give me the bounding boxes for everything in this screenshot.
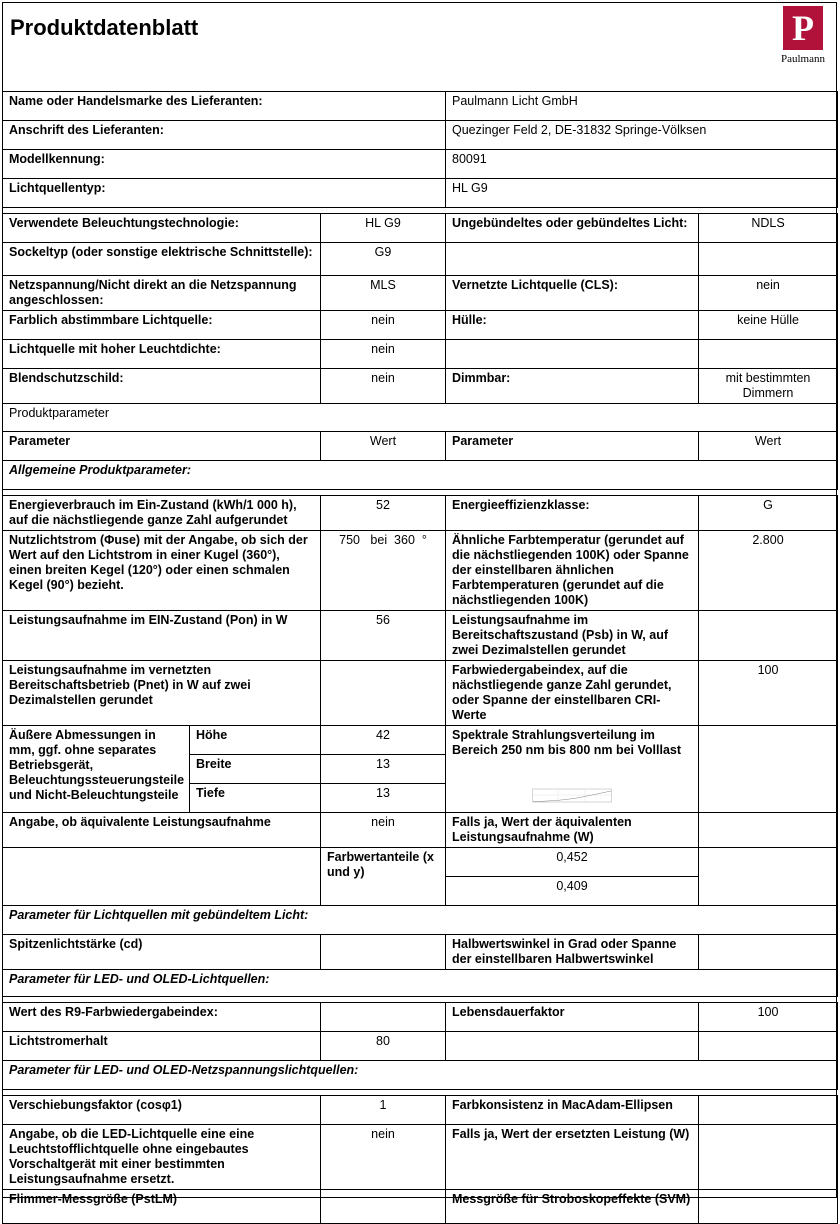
r9-value xyxy=(321,1003,446,1032)
envelope-label: Hülle: xyxy=(446,311,699,340)
empty-cell xyxy=(699,726,838,813)
section-led: Parameter für LED- und OLED-Lichtquellen: xyxy=(3,970,838,997)
model-label: Modellkennung: xyxy=(3,150,446,179)
pon-value: 56 xyxy=(321,611,446,661)
macadam-value xyxy=(699,1096,838,1125)
width-value: 13 xyxy=(321,755,446,784)
depth-value: 13 xyxy=(321,784,446,813)
table-row xyxy=(3,311,838,340)
table-row xyxy=(3,848,838,877)
col-header-value: Wert xyxy=(321,432,446,461)
high-luminance-label: Lichtquelle mit hoher Leuchtdichte: xyxy=(3,340,321,369)
equivalent-watt-value xyxy=(699,813,838,848)
header xyxy=(3,3,836,89)
table-row xyxy=(3,726,838,755)
cri-label: Farbwiedergabeindex, auf die nächstliegende ganze Zahl gerundet, oder Spanne der einstellbaren CRI-Werte xyxy=(446,661,699,726)
empty-cell xyxy=(3,848,321,906)
table-row xyxy=(3,531,838,611)
depth-label: Tiefe xyxy=(190,784,321,813)
cls-value: nein xyxy=(699,276,838,311)
flux-value: 750 bei 360 ° xyxy=(321,531,446,611)
r9-label: Wert des R9-Farbwiedergabeindex: xyxy=(3,1003,321,1032)
replaced-power-value xyxy=(699,1125,838,1190)
table-row xyxy=(3,404,838,432)
focus-value: NDLS xyxy=(699,214,838,243)
envelope-value: keine Hülle xyxy=(699,311,838,340)
table-row xyxy=(3,1061,838,1090)
height-label: Höhe xyxy=(190,726,321,755)
energy-class-value: G xyxy=(699,496,838,531)
table-row xyxy=(3,970,838,997)
section-led-mains: Parameter für LED- und OLED-Netzspannungslichtquellen: xyxy=(3,1061,838,1090)
pnet-label: Leistungsaufnahme im vernetzten Bereitschaftsbetrieb (Pnet) in W auf zwei Dezimalstellen gerundet xyxy=(3,661,321,726)
table-row xyxy=(3,432,838,461)
supplier-name-label: Name oder Handelsmarke des Lieferanten: xyxy=(3,92,446,121)
table-row xyxy=(3,92,838,121)
logo-mark xyxy=(783,6,823,50)
logo-name: Paulmann xyxy=(781,53,825,65)
table-row xyxy=(3,121,838,150)
width-label: Breite xyxy=(190,755,321,784)
equivalent-power-value: nein xyxy=(321,813,446,848)
table-row xyxy=(3,243,838,276)
light-source-type-label: Lichtquellentyp: xyxy=(3,179,446,208)
equivalent-watt-label: Falls ja, Wert der äquivalenten Leistungsaufnahme (W) xyxy=(446,813,699,848)
light-source-type-value: HL G9 xyxy=(446,179,838,208)
stroboscopic-value xyxy=(699,1190,838,1224)
table-row xyxy=(3,276,838,311)
peak-intensity-label: Spitzenlichtstärke (cd) xyxy=(3,935,321,970)
col-header-parameter: Parameter xyxy=(3,432,321,461)
stroboscopic-label: Messgröße für Stroboskopeffekte (SVM) xyxy=(446,1190,699,1224)
cct-label: Ähnliche Farbtemperatur (gerundet auf die nächstliegenden 100K) oder Spanne der einstellbaren ähnlichen Farbtemperaturen (gerundet auf die nächstliegenden 100K) xyxy=(446,531,699,611)
empty-cell xyxy=(446,243,699,276)
high-luminance-value: nein xyxy=(321,340,446,369)
pnet-value xyxy=(321,661,446,726)
beam-angle-label: Halbwertswinkel in Grad oder Spanne der einstellbaren Halbwertswinkel xyxy=(446,935,699,970)
pon-label: Leistungsaufnahme im EIN-Zustand (Pon) in W xyxy=(3,611,321,661)
cri-value: 100 xyxy=(699,661,838,726)
glare-shield-label: Blendschutzschild: xyxy=(3,369,321,404)
flicker-value xyxy=(321,1190,446,1224)
table-row xyxy=(3,1125,838,1190)
cct-value: 2.800 xyxy=(699,531,838,611)
tunable-value: nein xyxy=(321,311,446,340)
flux-label: Nutzlichtstrom (Φuse) mit der Angabe, ob sich der Wert auf den Lichtstrom in einer Kugel (360°), einen breiten Kegel (120°) oder einen schmalen Kegel (90°) bezieht. xyxy=(3,531,321,611)
empty-cell xyxy=(699,340,838,369)
equivalent-power-label: Angabe, ob äquivalente Leistungsaufnahme xyxy=(3,813,321,848)
energy-class-label: Energieeffizienzklasse: xyxy=(446,496,699,531)
section-general: Allgemeine Produktparameter: xyxy=(3,461,838,490)
technology-value: HL G9 xyxy=(321,214,446,243)
socket-label: Sockeltyp (oder sonstige elektrische Schnittstelle): xyxy=(3,243,321,276)
spd-label: Spektrale Strahlungsverteilung im Bereich 250 nm bis 800 nm bei Volllast xyxy=(446,726,699,813)
glare-shield-value: nein xyxy=(321,369,446,404)
empty-cell xyxy=(699,243,838,276)
table-row xyxy=(3,461,838,490)
col-header-value: Wert xyxy=(699,432,838,461)
table-row xyxy=(3,1003,838,1032)
table-row xyxy=(3,935,838,970)
chromaticity-label: Farbwertanteile (x und y) xyxy=(321,848,446,906)
table-row xyxy=(3,214,838,243)
empty-cell xyxy=(699,1032,838,1061)
energy-value: 52 xyxy=(321,496,446,531)
replaced-power-label: Falls ja, Wert der ersetzten Leistung (W) xyxy=(446,1125,699,1190)
psb-value xyxy=(699,611,838,661)
mains-label: Netzspannung/Nicht direkt an die Netzspannung angeschlossen: xyxy=(3,276,321,311)
replacement-label: Angabe, ob die LED-Lichtquelle eine eine Leuchtstofflichtquelle ohne eingebautes Vorschaltgerät mit einer bestimmten Leistungsaufnahme ersetzt. xyxy=(3,1125,321,1190)
table-row xyxy=(3,906,838,935)
col-header-parameter: Parameter xyxy=(446,432,699,461)
beam-angle-value xyxy=(699,935,838,970)
table-row xyxy=(3,661,838,726)
chromaticity-y-value: 0,409 xyxy=(446,877,699,906)
height-value: 42 xyxy=(321,726,446,755)
empty-cell xyxy=(699,848,838,906)
mains-value: MLS xyxy=(321,276,446,311)
empty-cell xyxy=(446,340,699,369)
table-row xyxy=(3,813,838,848)
macadam-label: Farbkonsistenz in MacAdam-Ellipsen xyxy=(446,1096,699,1125)
section-directional: Parameter für Lichtquellen mit gebündeltem Licht: xyxy=(3,906,838,935)
survival-factor-value: 100 xyxy=(699,1003,838,1032)
table-row xyxy=(3,611,838,661)
cls-label: Vernetzte Lichtquelle (CLS): xyxy=(446,276,699,311)
focus-label: Ungebündeltes oder gebündeltes Licht: xyxy=(446,214,699,243)
table-row xyxy=(3,496,838,531)
product-data-sheet xyxy=(2,2,837,1206)
section-title: Produktparameter xyxy=(3,404,838,432)
table-row xyxy=(3,340,838,369)
dimensions-label: Äußere Abmessungen in mm, ggf. ohne separates Betriebsgerät, Beleuchtungssteuerungsteile und Nicht-Beleuchtungsteile xyxy=(3,726,190,813)
socket-value: G9 xyxy=(321,243,446,276)
technology-label: Verwendete Beleuchtungstechnologie: xyxy=(3,214,321,243)
energy-label: Energieverbrauch im Ein-Zustand (kWh/1 000 h), auf die nächstliegende ganze Zahl aufgerundet xyxy=(3,496,321,531)
table-row xyxy=(3,1032,838,1061)
lumen-maintenance-label: Lichtstromerhalt xyxy=(3,1032,321,1061)
logo-letter: P xyxy=(792,8,814,48)
dimmable-value: mit bestimmten Dimmern xyxy=(699,369,838,404)
table-row xyxy=(3,150,838,179)
table-row xyxy=(3,1190,838,1224)
table-row xyxy=(3,1096,838,1125)
lumen-maintenance-value: 80 xyxy=(321,1032,446,1061)
table-row xyxy=(3,179,838,208)
table-row xyxy=(3,369,838,404)
displacement-factor-value: 1 xyxy=(321,1096,446,1125)
tunable-label: Farblich abstimmbare Lichtquelle: xyxy=(3,311,321,340)
supplier-address-label: Anschrift des Lieferanten: xyxy=(3,121,446,150)
model-value: 80091 xyxy=(446,150,838,179)
flicker-label: Flimmer-Messgröße (PstLM) xyxy=(3,1190,321,1224)
page-title: Produktdatenblatt xyxy=(10,15,199,40)
data-table xyxy=(2,91,838,1224)
replacement-value: nein xyxy=(321,1125,446,1190)
chromaticity-x-value: 0,452 xyxy=(446,848,699,877)
supplier-name-value: Paulmann Licht GmbH xyxy=(446,92,838,121)
displacement-factor-label: Verschiebungsfaktor (cosφ1) xyxy=(3,1096,321,1125)
peak-intensity-value xyxy=(321,935,446,970)
psb-label: Leistungsaufnahme im Bereitschaftszustand (Psb) in W, auf zwei Dezimalstellen gerundet xyxy=(446,611,699,661)
dimmable-label: Dimmbar: xyxy=(446,369,699,404)
spectral-distribution-image xyxy=(532,786,612,806)
survival-factor-label: Lebensdauerfaktor xyxy=(446,1003,699,1032)
empty-cell xyxy=(446,1032,699,1061)
supplier-address-value: Quezinger Feld 2, DE-31832 Springe-Völksen xyxy=(446,121,838,150)
paulmann-logo xyxy=(776,6,830,72)
